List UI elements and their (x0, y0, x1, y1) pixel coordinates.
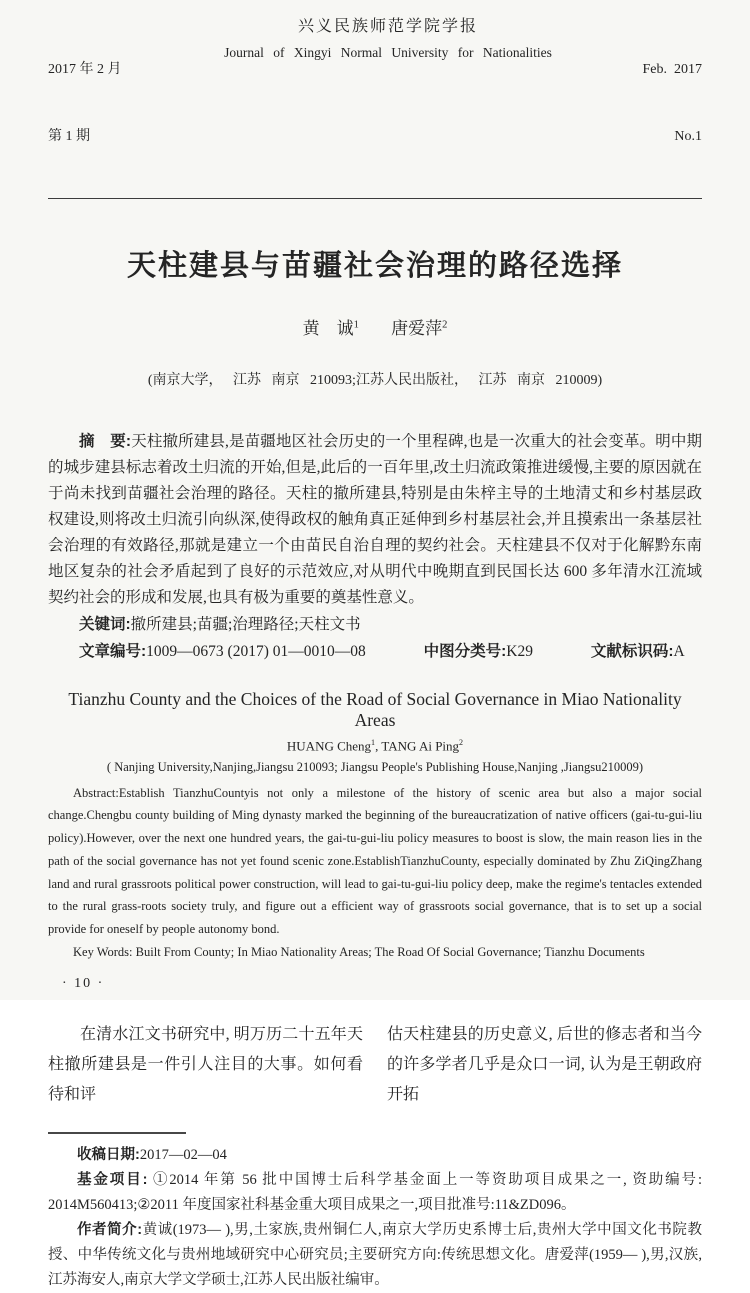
affiliation-line: (南京大学， 江苏 南京 210093;江苏人民出版社， 江苏 南京 210009) (147, 373, 603, 389)
received-date-line (48, 1143, 702, 1168)
journal-name-block (160, 14, 616, 63)
authors-line (48, 314, 702, 339)
footnotes-block (48, 1143, 702, 1293)
abstract-cn-block (48, 429, 702, 611)
paper-title-en: Tianzhu County and the Choices of the Road of Social Governance in Miao Nationality Areas (68, 689, 682, 731)
keywords-en-line (48, 941, 702, 964)
body-paragraph-right: 估天柱建县的历史意义, 后世的修志者和当今的许多学者几乎是众口一词, 认为是王朝政府开拓 (387, 1025, 702, 1103)
article-number-seg (79, 643, 366, 660)
received-date-value: 2017—02—04 (139, 1146, 227, 1163)
author-bio-label: 作者简介: (77, 1221, 143, 1238)
journal-name-cn: 兴义民族师范学院学报 (297, 18, 478, 35)
author-1 (303, 319, 359, 338)
abstract-cn-label: 摘 要: (79, 433, 132, 451)
clc-value: K29 (506, 643, 533, 661)
received-date-label: 收稿日期: (77, 1146, 140, 1163)
keywords-cn-label: 关键词: (79, 616, 131, 634)
author-1-name: 黄 诚 (302, 319, 354, 339)
author-bio-text: 黄诚(1973— ),男,土家族,贵州铜仁人,南京大学历史系博士后,贵州大学中国文化书院教授、中华传统文化与贵州地域研究中心研究员;主要研究方向:传统思想文化。唐爱萍(1959— ),男,汉族,江苏海安人,南京大学文学硕士,江苏人民出版社编审。 (48, 1221, 702, 1288)
article-meta-line (48, 639, 702, 665)
header-issue-en: No.1 (674, 128, 702, 144)
article-number-value: 1009—0673 (2017) 01—0010—08 (146, 643, 366, 661)
clc-label: 中图分类号: (423, 643, 507, 661)
journal-header (48, 14, 702, 193)
journal-name-en: Journal of Xingyi Normal University for Nationalities (224, 44, 552, 60)
abstract-cn-paragraph (48, 429, 702, 611)
abstract-cn-text: 天柱撤所建县,是苗疆地区社会历史的一个里程碑,也是一次重大的社会变革。明中期的城步建县标志着改土归流的开始,但是,此后的一百年里,改土归流政策推进缓慢,主要的原因就在于尚未找到苗疆社会治理的路径。天柱的撤所建县,特别是由朱梓主导的土地清丈和乡村基层政权建设,则将改土归流引向纵深,使得政权的触角真正延伸到乡村基层社会,并且摸索出一条基层社会治理的有效路径,那就是建立一个由苗民自治自理的契约社会。天柱建县不仅对于化解黔东南地区复杂的社会矛盾起到了良好的示范效应,对从明代中晚期直到民国长达 600 多年清水江流域契约社会的形成和发展,也具有极为重要的奠基性意义。 (48, 433, 702, 607)
header-date-en: Feb. 2017 (642, 61, 702, 77)
author-en-1-sup: 1 (371, 738, 376, 748)
author-2-name: 唐爱萍 (391, 319, 443, 339)
doc-code-seg (591, 643, 685, 660)
keywords-cn-line (48, 612, 702, 638)
author-2-sup: 2 (442, 319, 448, 331)
body-column-left (48, 1020, 363, 1110)
header-issue-info-en (616, 14, 702, 193)
article-number-label: 文章编号: (79, 643, 147, 661)
author-en-2: , TANG Ai Ping (375, 738, 460, 754)
header-issue-info (48, 14, 160, 193)
doc-code-value: A (673, 643, 685, 661)
affiliation-line-en: ( Nanjing University,Nanjing,Jiangsu 210093; Jiangsu People's Publishing House,Nanjing ,Jiangsu210009) (106, 759, 644, 774)
author-en-1: HUANG Cheng (286, 738, 372, 754)
author-1-sup: 1 (353, 319, 359, 331)
body-columns (48, 1020, 702, 1110)
header-issue-cn: 第 1 期 (48, 128, 90, 144)
footnote-divider (48, 1132, 186, 1134)
funding-line (48, 1168, 702, 1218)
paper-title: 天柱建县与苗疆社会治理的路径选择 (126, 250, 623, 283)
author-en-2-sup: 2 (459, 738, 464, 748)
authors-line-en (48, 738, 702, 754)
author-bio-line (48, 1218, 702, 1293)
abstract-en-paragraph (48, 782, 702, 941)
author-2 (391, 319, 447, 338)
body-paragraph-left: 在清水江文书研究中, 明万历二十五年天柱撤所建县是一件引人注目的大事。如何看待和评 (48, 1025, 363, 1103)
keywords-en-text: Built From County; In Miao Nationality Areas; The Road Of Social Governance; Tianzhu Documents (132, 944, 645, 959)
clc-seg (424, 643, 533, 660)
page-number: · 10 · (62, 976, 105, 991)
funding-label: 基金项目: (77, 1171, 148, 1188)
abstract-en-block (48, 782, 702, 941)
body-column-right (387, 1020, 702, 1110)
header-date-cn: 2017 年 2 月 (48, 61, 122, 77)
abstract-en-label: Abstract: (73, 785, 119, 800)
keywords-en-label: Key Words: (73, 944, 133, 959)
abstract-en-text: Establish TianzhuCountyis not only a milestone of the history of scenic area but also a major social change.Chengbu county building of Ming dynasty marked the beginning of the bureaucratization of native officers (gai-tu-gui-liu policy).However, over the next one hundred years, the gai-tu-gui-liu policy measures to boost is slow, the main reason lies in the path of the social governance has not yet found scenic zone.EstablishTianzhuCounty, especially dominated by Zhu ZiQingZhang land and rural grassroots political power construction, will lead to gai-tu-gui-liu policy deep, make the regime's tentacles extended to the rural grass-roots society truly, and figure out a efficient way of grassroots social governance, that is to set up a social provide for oneself by people autonomy bond. (48, 785, 702, 937)
keywords-cn-text: 撤所建县;苗疆;治理路径;天柱文书 (130, 616, 361, 634)
doc-code-label: 文献标识码: (590, 643, 674, 661)
funding-text: ①2014 年第 56 批中国博士后科学基金面上一等资助项目成果之一, 资助编号: 2014M560413;②2011 年度国家社科基金重大项目成果之一,项目批准号:11&ZD096。 (48, 1171, 702, 1213)
header-divider (48, 198, 702, 199)
